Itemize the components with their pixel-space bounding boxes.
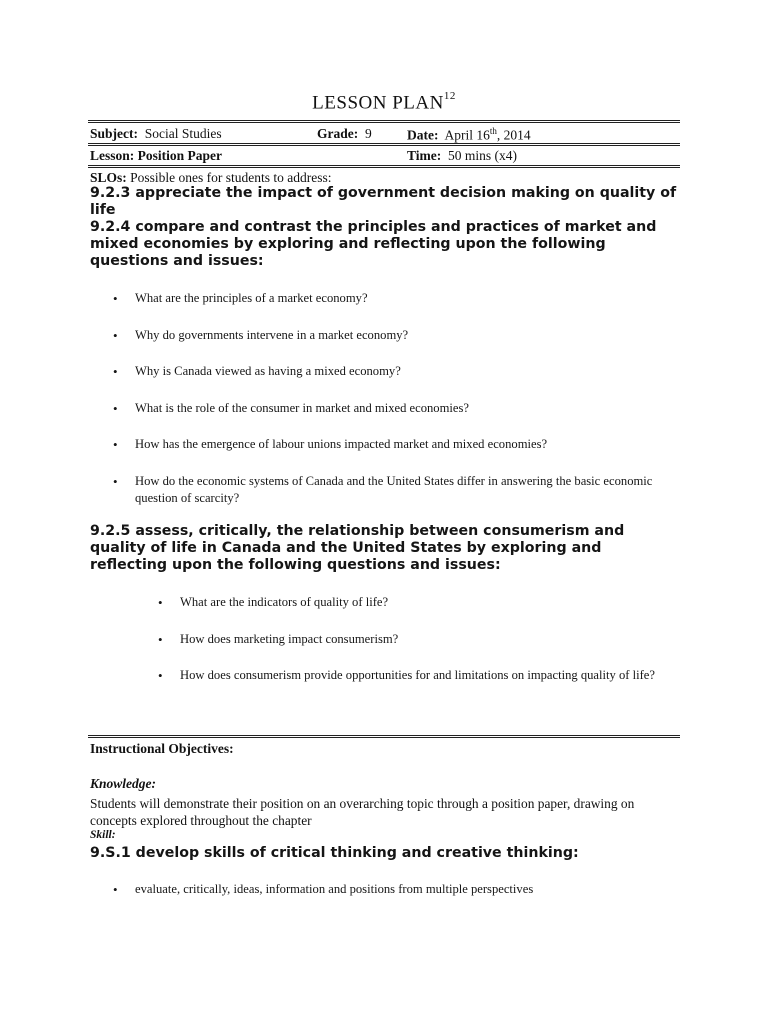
subject-field xyxy=(90,126,222,142)
grade-label: Grade: xyxy=(317,126,359,141)
outcome-9-2-5: 9.2.5 assess, critically, the relationship between consumerism and quality of life in Canada and the United States by exploring and reflecting upon the following questions and issues: xyxy=(90,523,625,573)
list-item: • How do the economic systems of Canada and the United States differ in answering the basic economic question of scarcity? xyxy=(135,473,675,508)
list-item: • How does consumerism provide opportunities for and limitations on impacting quality of life? xyxy=(180,667,680,685)
lesson-value: Position Paper xyxy=(137,148,223,163)
time-value: 50 mins (x4) xyxy=(448,148,517,163)
header-middle-rule xyxy=(88,143,680,146)
objectives-rule xyxy=(88,735,680,738)
knowledge-label: Knowledge: xyxy=(90,776,156,791)
page-title xyxy=(0,92,768,114)
skill-label: Skill: xyxy=(90,829,116,841)
list-item: • What are the principles of a market economy? xyxy=(135,290,675,308)
lesson-field xyxy=(90,148,222,164)
slos-label: SLOs: xyxy=(90,170,127,185)
slos-line xyxy=(90,170,332,186)
slos-text: Possible ones for students to address: xyxy=(130,170,332,185)
date-superscript: th xyxy=(489,126,497,136)
grade-value: 9 xyxy=(365,126,372,141)
time-label: Time: xyxy=(407,148,442,163)
outcome-9-2-4: 9.2.4 compare and contrast the principles and practices of market and mixed economies by exploring and reflecting upon the following questions and issues: xyxy=(90,219,657,269)
objectives-title: Instructional Objectives: xyxy=(90,741,234,756)
time-field xyxy=(407,148,517,164)
lesson-label: Lesson: xyxy=(90,148,135,163)
questions-list-9-2-5 xyxy=(180,594,680,685)
list-item: • What are the indicators of quality of life? xyxy=(180,594,680,612)
title-text: LESSON PLAN xyxy=(312,92,444,114)
subject-value: Social Studies xyxy=(144,126,222,141)
knowledge-text: Students will demonstrate their position on an overarching topic through a position paper, drawing on concepts explored throughout the chapter xyxy=(90,796,635,828)
list-item: • Why do governments intervene in a market economy? xyxy=(135,327,675,345)
subject-label: Subject: xyxy=(90,126,138,141)
outcome-9-2-3: 9.2.3 appreciate the impact of government decision making on quality of life xyxy=(90,185,677,218)
date-field xyxy=(407,126,531,144)
date-suffix: , 2014 xyxy=(496,127,531,143)
date-prefix: April 16 xyxy=(444,127,490,143)
list-item: • How does marketing impact consumerism? xyxy=(180,631,680,649)
header-bottom-rule xyxy=(88,165,680,168)
list-item: • evaluate, critically, ideas, information and positions from multiple perspectives xyxy=(135,881,675,899)
skill-items-list xyxy=(135,881,675,899)
questions-list-9-2-4 xyxy=(135,290,675,508)
grade-field xyxy=(317,126,372,142)
date-label: Date: xyxy=(407,127,439,143)
list-item: • What is the role of the consumer in market and mixed economies? xyxy=(135,400,675,418)
skill-outcome: 9.S.1 develop skills of critical thinking and creative thinking: xyxy=(90,845,579,861)
title-superscript: 12 xyxy=(443,90,456,102)
list-item: • How has the emergence of labour unions impacted market and mixed economies? xyxy=(135,436,675,454)
list-item: • Why is Canada viewed as having a mixed economy? xyxy=(135,363,675,381)
header-top-rule xyxy=(88,120,680,123)
